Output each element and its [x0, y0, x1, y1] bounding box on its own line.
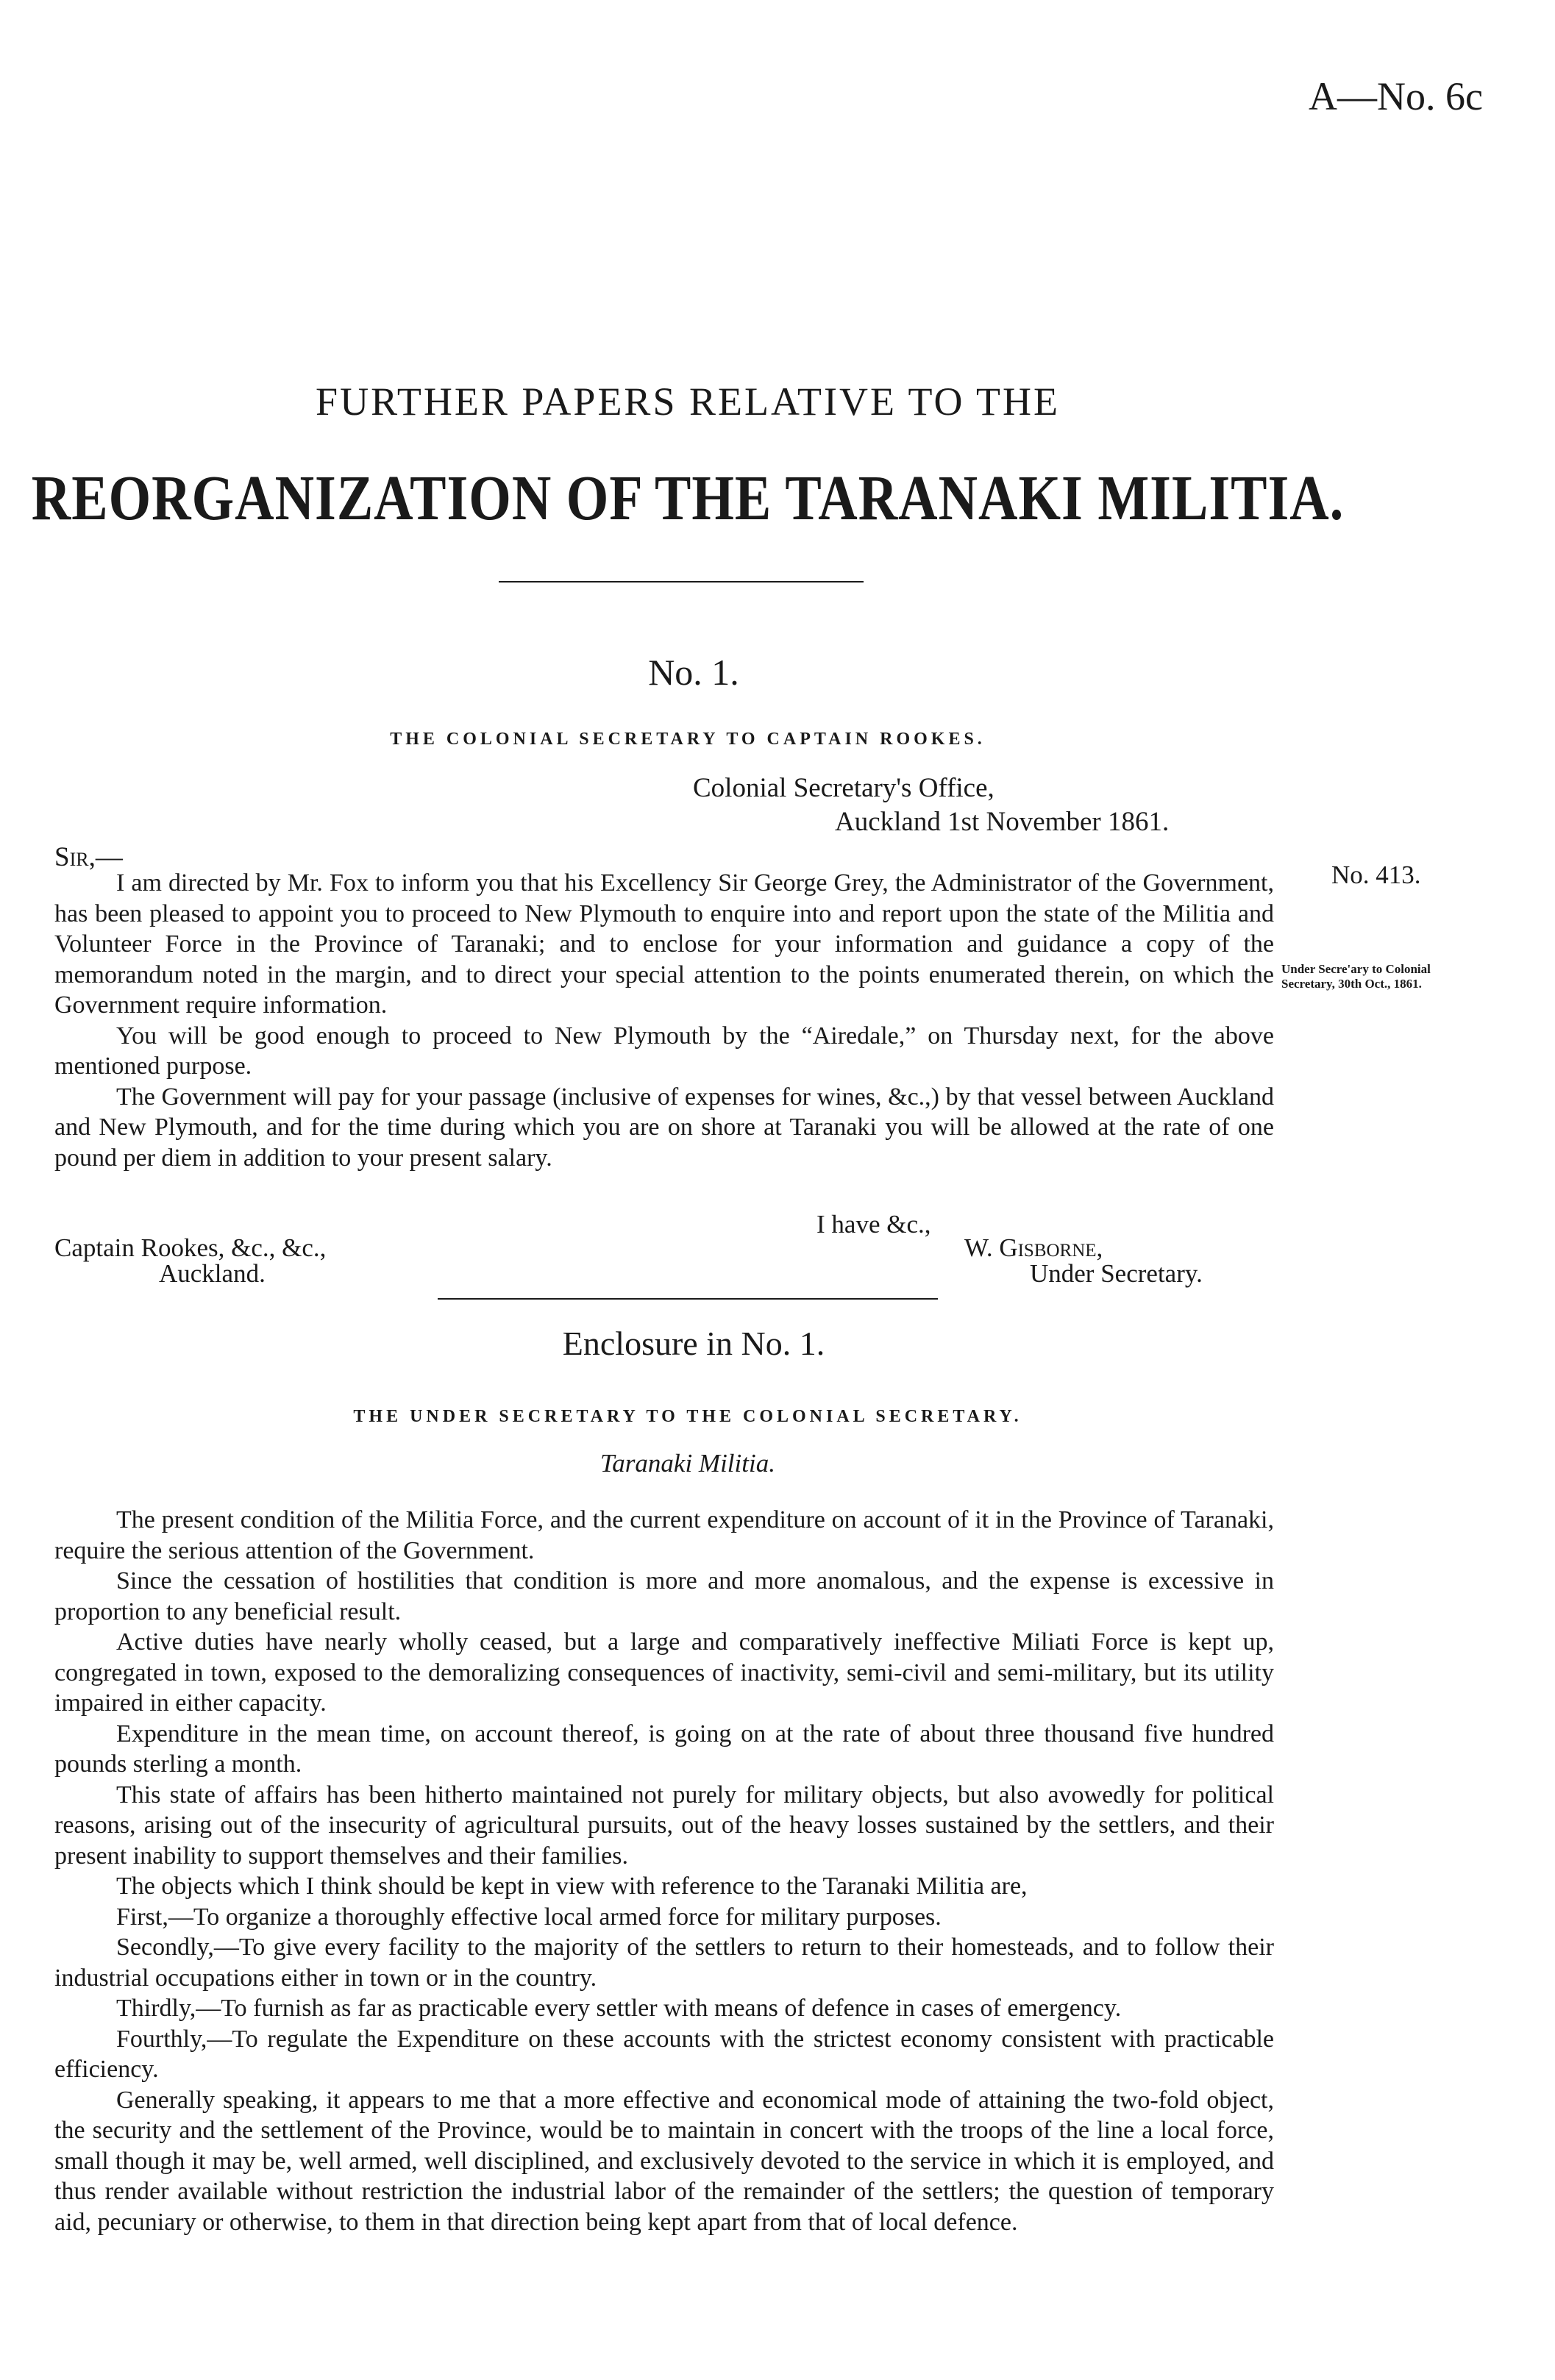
enclosure-paragraph: The objects which I think should be kept in view with reference to the Taranaki Militia are, [116, 1873, 1028, 1900]
enclosure-paragraph: The present condition of the Militia Force, and the current expenditure on account of it in the Province of Taranaki, require the serious attention of the Government. [54, 1506, 1274, 1564]
enclosure-subtitle: Taranaki Militia. [600, 1449, 775, 1478]
letter-paragraph: The Government will pay for your passage (inclusive of expenses for wines, &c.,) by that vessel between Auckland and New Plymouth, and for the time during which you are on shore at Taranaki you will be allowed at the rate of one pound per diem in addition to your present salary. [54, 1083, 1274, 1172]
letter-number: No. 1. [648, 652, 739, 693]
enclosure-paragraph: First,—To organize a thoroughly effective local armed force for military purposes. [116, 1903, 942, 1931]
addressee-line-2: Auckland. [159, 1259, 266, 1288]
enclosure-paragraph: This state of affairs has been hitherto maintained not purely for military objects, but also avowedly for political reasons, arising out of the insecurity of agricultural pursuits, out of the heavy losses sustained by the settlers, and their present inability to support themselves and their families. [54, 1781, 1274, 1870]
enclosure-paragraph: Expenditure in the mean time, on account thereof, is going on at the rate of about three thousand five hundred pounds sterling a month. [54, 1720, 1274, 1778]
signatory-title: Under Secretary. [1030, 1259, 1203, 1288]
document-title-line-1: FURTHER PAPERS RELATIVE TO THE [316, 380, 1060, 424]
enclosure-paragraph: Fourthly,—To regulate the Expenditure on these accounts with the strictest economy consistent with practicable efficiency. [54, 2025, 1274, 2083]
enclosure-paragraph: Since the cessation of hostilities that condition is more and more anomalous, and the expense is excessive in proportion to any beneficial result. [54, 1567, 1274, 1625]
enclosure-heading: THE UNDER SECRETARY TO THE COLONIAL SECRETARY. [353, 1407, 1022, 1426]
title-divider [499, 581, 864, 582]
letter-closing: I have &c., [816, 1210, 931, 1239]
letter-heading: THE COLONIAL SECRETARY TO CAPTAIN ROOKES. [390, 730, 986, 749]
page-reference: A—No. 6c [1309, 74, 1483, 118]
signatory-name: W. Gisborne, [964, 1233, 1103, 1262]
margin-note-reference: Under Secre'ary to Colonial Secretary, 30th Oct., 1861. [1281, 962, 1431, 991]
document-title-line-2: REORGANIZATION OF THE TARANAKI MILITIA. [31, 463, 1345, 534]
enclosure-body [54, 1505, 1274, 2237]
letter-paragraph: I am directed by Mr. Fox to inform you that his Excellency Sir George Grey, the Administrator of the Government, has been pleased to appoint you to proceed to New Plymouth to enquire into and report upon the state of the Militia and Volunteer Force in the Province of Taranaki; and to enclose for your information and guidance a copy of the memorandum noted in the margin, and to direct your special attention to the points enumerated therein, on which the Government require information. [54, 869, 1274, 1019]
letter-paragraph: You will be good enough to proceed to New Plymouth by the “Airedale,” on Thursday next, for the above mentioned purpose. [54, 1022, 1274, 1080]
letter-salutation: Sir,— [54, 842, 123, 872]
enclosure-title: Enclosure in No. 1. [562, 1325, 825, 1362]
enclosure-paragraph: Thirdly,—To furnish as far as practicable every settler with means of defence in cases of emergency. [116, 1995, 1122, 2022]
letter-office-line-1: Colonial Secretary's Office, [693, 773, 994, 803]
enclosure-paragraph: Generally speaking, it appears to me that a more effective and economical mode of attaining the two-fold object, the security and the settlement of the Province, would be to maintain in concert with the troops of the line a local force, small though it may be, well armed, well disciplined, and exclusively devoted to the service in which it is employed, and thus render available without restriction the industrial labor of the remainder of the settlers; the question of temporary aid, pecuniary or otherwise, to them in that direction being kept apart from that of local defence. [54, 2086, 1274, 2236]
section-divider [438, 1298, 938, 1300]
addressee-line-1: Captain Rookes, &c., &c., [54, 1233, 327, 1262]
letter-office-line-2: Auckland 1st November 1861. [835, 807, 1170, 837]
enclosure-paragraph: Secondly,—To give every facility to the majority of the settlers to return to their homesteads, and to follow their industrial occupations either in town or in the country. [54, 1934, 1274, 1992]
margin-note-number: No. 413. [1331, 861, 1421, 889]
enclosure-paragraph: Active duties have nearly wholly ceased, but a large and comparatively ineffective Miliati Force is kept up, congregated in town, exposed to the demoralizing consequences of inactivity, semi-civil and semi-military, but its utility impaired in either capacity. [54, 1628, 1274, 1717]
letter-body [54, 868, 1274, 1173]
